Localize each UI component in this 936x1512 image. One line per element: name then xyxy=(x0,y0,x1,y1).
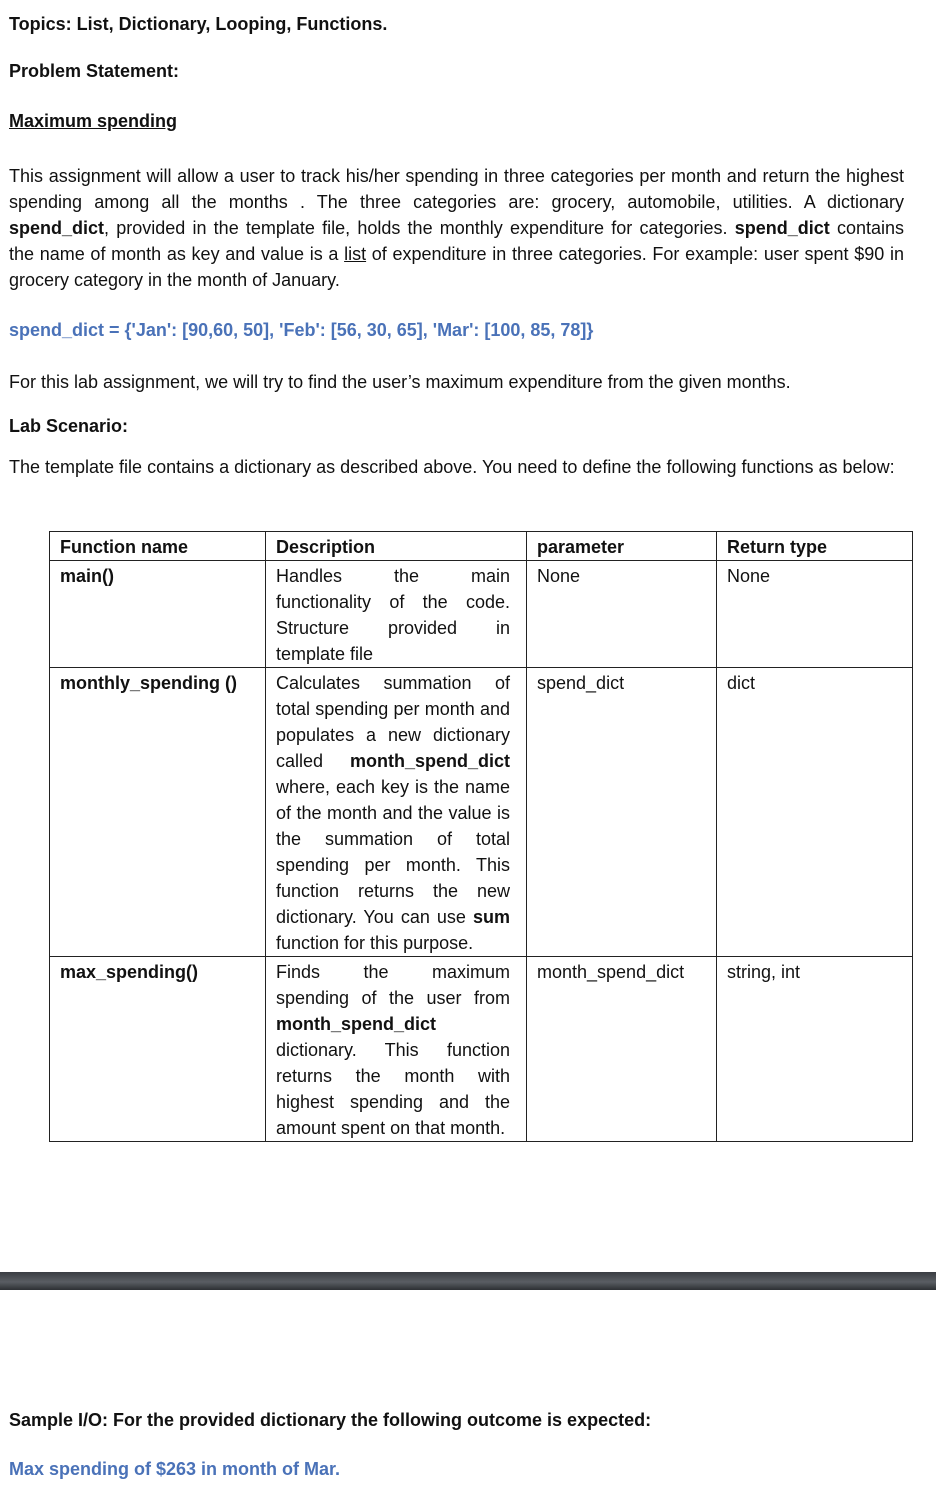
problem-statement-label: Problem Statement: xyxy=(9,61,180,81)
intro-text-1: This assignment will allow a user to track his/her spending in three categories per month and return the highest spending among all the months . The three categories are: grocery, automobile, utilities. A dictionary xyxy=(9,166,904,212)
desc-term: sum xyxy=(472,907,510,927)
return-type-cell: string, int xyxy=(717,957,913,1142)
sample-io-label: Sample I/O: For the provided dictionary the following outcome is expected: xyxy=(9,1410,652,1430)
lab-scenario-label: Lab Scenario: xyxy=(9,416,129,436)
functions-table xyxy=(49,531,913,1142)
intro-text-4: of expenditure in three categories. For example: user spent $90 in grocery category in the month of January. xyxy=(9,244,904,290)
description-cell xyxy=(266,668,527,957)
function-name-cell: max_spending() xyxy=(50,957,266,1142)
return-type-cell: None xyxy=(717,561,913,668)
intro-text-3: contains the name of month as key and value is a xyxy=(9,218,904,264)
section-title: Maximum spending xyxy=(9,111,178,131)
header-return-type: Return type xyxy=(717,532,913,561)
function-name-cell: main() xyxy=(50,561,266,668)
desc-text: function for this purpose. xyxy=(276,933,474,953)
table-header-row xyxy=(50,532,913,561)
spend-dict-term-2: spend_dict xyxy=(734,218,830,238)
parameter-cell: spend_dict xyxy=(527,668,717,957)
function-name-cell: monthly_spending () xyxy=(50,668,266,957)
desc-text: Finds the maximum spending of the user from xyxy=(276,962,510,1008)
page-divider xyxy=(0,1272,936,1290)
desc-text: where, each key is the name of the month and the value is the summation of total spending per month. This function returns the new dictionary. You can use xyxy=(276,777,510,927)
topics-line: Topics: List, Dictionary, Looping, Functions. xyxy=(9,14,388,34)
table-row xyxy=(50,561,913,668)
parameter-cell: None xyxy=(527,561,717,668)
table-row xyxy=(50,957,913,1142)
header-function-name: Function name xyxy=(50,532,266,561)
spend-dict-code: spend_dict = {'Jan': [90,60, 50], 'Feb': [56, 30, 65], 'Mar': [100, 85, 78]} xyxy=(9,320,594,340)
intro-text-2: , provided in the template file, holds the monthly expenditure for categories. xyxy=(104,218,735,238)
description-cell: Handles the main functionality of the code. Structure provided in template file xyxy=(266,561,527,668)
sample-output: Max spending of $263 in month of Mar. xyxy=(9,1459,341,1479)
spend-dict-term: spend_dict xyxy=(9,218,105,238)
list-term: list xyxy=(344,244,367,264)
desc-text: dictionary. This function returns the month with highest spending and the amount spent on that month. xyxy=(276,1040,510,1138)
parameter-cell: month_spend_dict xyxy=(527,957,717,1142)
header-parameter: parameter xyxy=(527,532,717,561)
template-description: The template file contains a dictionary as described above. You need to define the following functions as below: xyxy=(9,457,895,477)
desc-term: month_spend_dict xyxy=(349,751,510,771)
header-description: Description xyxy=(266,532,527,561)
description-cell xyxy=(266,957,527,1142)
desc-text: Calculates summation of total spending per month and populates a new dictionary called xyxy=(276,673,510,771)
table-row xyxy=(50,668,913,957)
desc-term: month_spend_dict xyxy=(276,1014,437,1034)
lab-goal: For this lab assignment, we will try to find the user’s maximum expenditure from the given months. xyxy=(9,372,791,392)
intro-paragraph xyxy=(9,163,904,293)
return-type-cell: dict xyxy=(717,668,913,957)
